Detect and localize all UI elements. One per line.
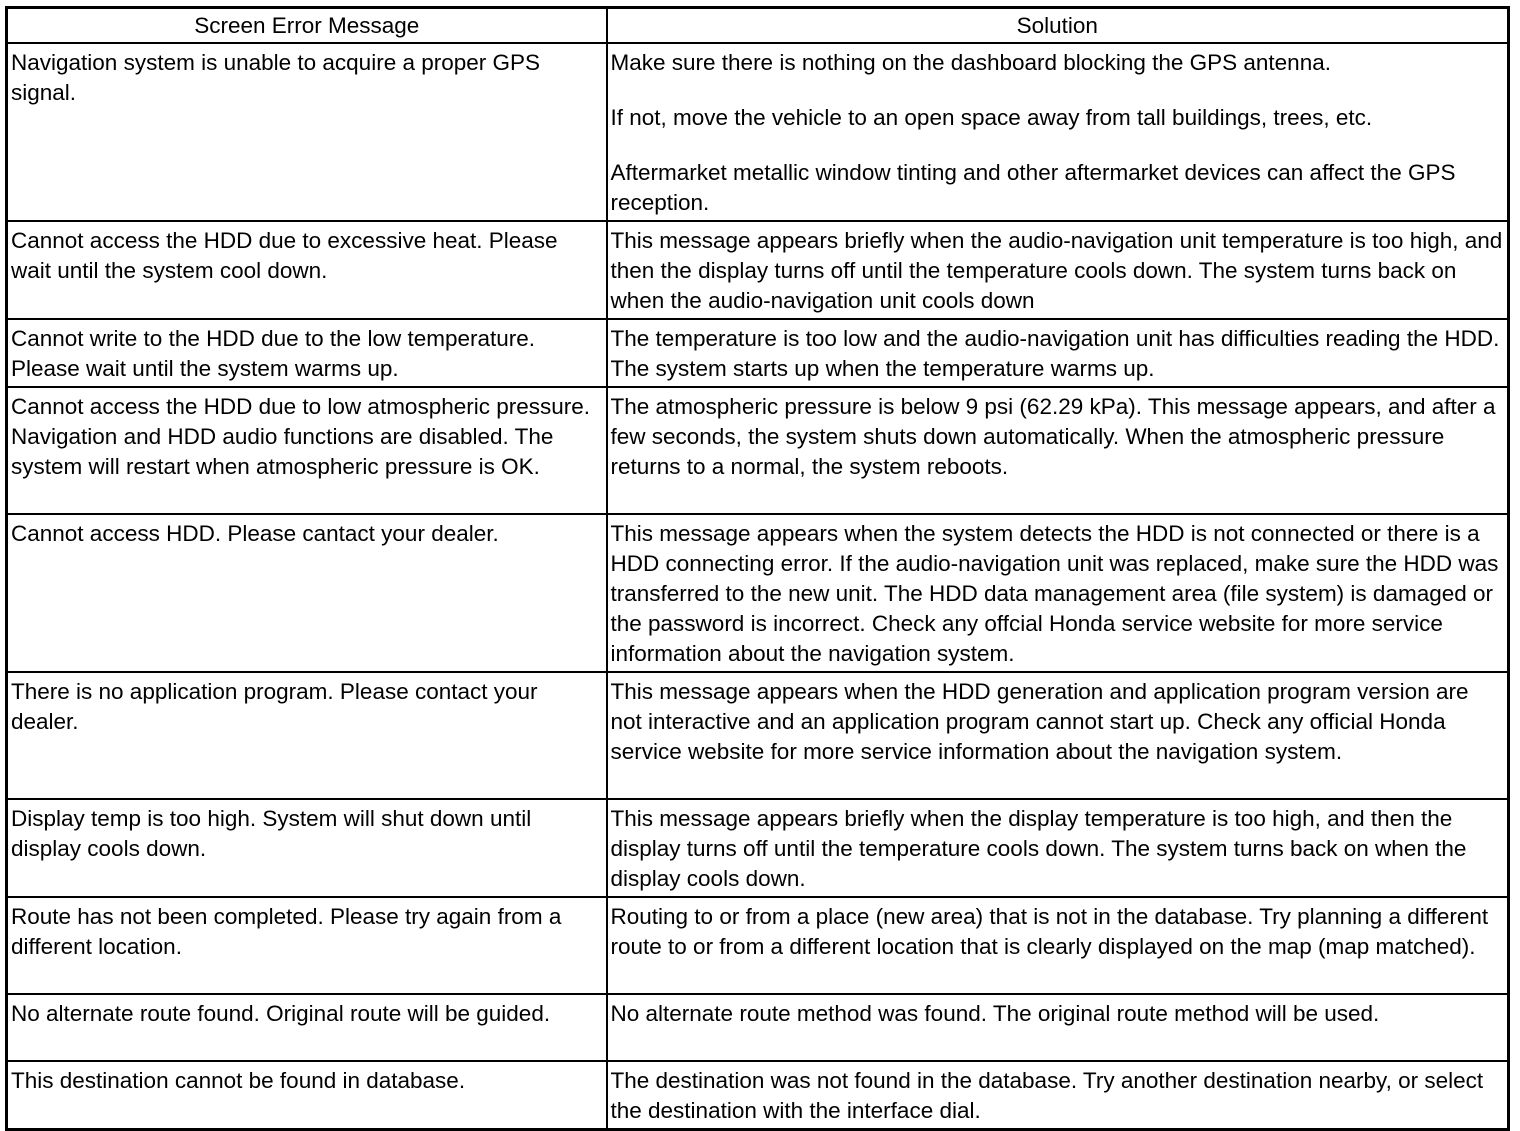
solution-cell: The atmospheric pressure is below 9 psi (62.29 kPa). This message appears, and after a few seconds, the system shuts down automatically. When the atmospheric pressure returns to a normal, the system reboots. [607,387,1509,514]
solution-paragraph: Aftermarket metallic window tinting and other aftermarket devices can affect the GPS reception. [610,160,1456,215]
error-message-cell: Display temp is too high. System will shut down until display cools down. [7,799,607,897]
header-screen-error-message: Screen Error Message [7,8,607,44]
solution-cell: This message appears briefly when the audio-navigation unit temperature is too high, and then the display turns off until the temperature cools down. The system turns back on when the audio-navigation unit cools down [607,221,1509,319]
table-row [7,221,1509,319]
table-row [7,387,1509,514]
error-message-cell: Cannot write to the HDD due to the low temperature. Please wait until the system warms up. [7,319,607,387]
solution-cell: The destination was not found in the database. Try another destination nearby, or select the destination with the interface dial. [607,1061,1509,1130]
header-solution: Solution [607,8,1509,44]
table-row [7,43,1509,221]
table-row [7,672,1509,799]
table-row [7,514,1509,672]
solution-cell: The temperature is too low and the audio-navigation unit has difficulties reading the HDD. The system starts up when the temperature warms up. [607,319,1509,387]
table-row [7,319,1509,387]
table-row [7,994,1509,1061]
error-message-cell: No alternate route found. Original route will be guided. [7,994,607,1061]
error-message-cell: Cannot access the HDD due to excessive heat. Please wait until the system cool down. [7,221,607,319]
error-message-cell: Navigation system is unable to acquire a proper GPS signal. [7,43,607,221]
error-message-cell: Route has not been completed. Please try again from a different location. [7,897,607,994]
header-row [7,8,1509,44]
solution-cell: This message appears when the HDD generation and application program version are not interactive and an application program cannot start up. Check any official Honda service website for more service information about the navigation system. [607,672,1509,799]
table-row [7,799,1509,897]
solution-cell [607,43,1509,221]
error-message-table [5,6,1510,1131]
solution-cell: No alternate route method was found. The original route method will be used. [607,994,1509,1061]
error-message-cell: There is no application program. Please contact your dealer. [7,672,607,799]
error-message-cell: Cannot access the HDD due to low atmospheric pressure. Navigation and HDD audio functions are disabled. The system will restart when atmospheric pressure is OK. [7,387,607,514]
solution-cell: This message appears briefly when the display temperature is too high, and then the display turns off until the temperature cools down. The system turns back on when the display cools down. [607,799,1509,897]
solution-cell: Routing to or from a place (new area) that is not in the database. Try planning a different route to or from a different location that is clearly displayed on the map (map matched). [607,897,1509,994]
solution-paragraph: If not, move the vehicle to an open space away from tall buildings, trees, etc. [610,105,1373,130]
table-row [7,1061,1509,1130]
table-row [7,897,1509,994]
error-message-cell: This destination cannot be found in database. [7,1061,607,1130]
error-message-cell: Cannot access HDD. Please cantact your dealer. [7,514,607,672]
solution-cell: This message appears when the system detects the HDD is not connected or there is a HDD connecting error. If the audio-navigation unit was replaced, make sure the HDD was transferred to the new unit. The HDD data management area (file system) is damaged or the password is incorrect. Check any offcial Honda service website for more service information about the navigation system. [607,514,1509,672]
solution-paragraph: Make sure there is nothing on the dashboard blocking the GPS antenna. [610,50,1331,75]
